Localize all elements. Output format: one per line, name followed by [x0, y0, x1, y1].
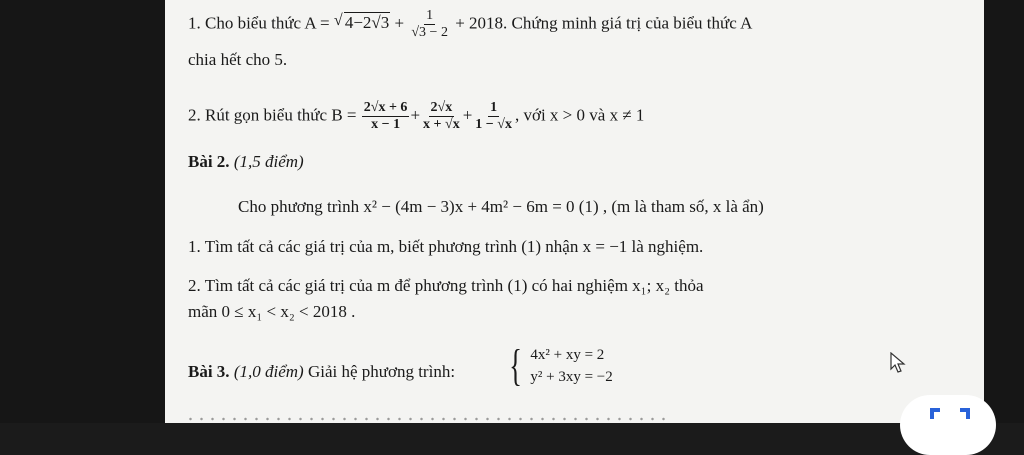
problem-2-lead: 2. Rút gọn biểu thức — [188, 105, 332, 125]
system-equation-2: y² + 3xy = −2 — [530, 369, 613, 385]
problem-2-tail: , với x > 0 và x ≠ 1 — [514, 105, 645, 125]
fraction-1-over-sqrt3-minus-2: $\frac{1}{√3 - 2}$ — [411, 8, 448, 40]
mouse-pointer-icon — [889, 352, 907, 374]
sqrt-expression: √ 4−2√3 — [334, 13, 390, 33]
expr-b-label: B = — [331, 105, 361, 125]
bai-2-question-2-line-2: mãn 0 ≤ x₁ < x₂ < 2018 . — [188, 302, 356, 321]
system-equation-1: 4x² + xy = 2 — [530, 347, 605, 363]
left-frame — [0, 0, 165, 423]
system-of-equations — [505, 341, 613, 390]
expand-screen-button[interactable] — [900, 395, 996, 455]
bai-2-question-2-line-1: 2. Tìm tất cả các giá trị của m để phương trình (1) có hai nghiệm x₁; x₂ thỏa — [188, 276, 704, 295]
right-frame — [984, 0, 1024, 423]
section-bai-2-heading: Bài 2. (1,5 điểm) — [188, 152, 304, 171]
section-bai-3: Bài 3. (1,0 điểm) Giải hệ phương trình: — [188, 362, 456, 381]
bai-2-equation-line: Cho phương trình x² − (4m − 3)x + 4m² − 6m = 0 (1) , (m là tham số, x là ẩn) — [238, 197, 764, 216]
fraction-b-1: $\frac{2√x + 6}{x - 1}$ — [363, 100, 408, 132]
left-brace: { — [509, 341, 522, 390]
equation-1: x² − (4m − 3)x + 4m² − 6m = 0 (1) — [363, 197, 599, 216]
bai-2-question-1: 1. Tìm tất cả các giá trị của m, biết phương trình (1) nhận x = −1 là nghiệm. — [188, 237, 704, 256]
expr-a-label: A = — [304, 13, 334, 33]
expand-screen-icon — [930, 407, 970, 421]
fraction-b-3: $\frac{1}{1 - √x}$ — [475, 100, 512, 132]
problem-2: 2. Rút gọn biểu thức B = $\frac{2√x + 6}{x - 1}$ + $\frac{2√x}{x + √x}$ + $\frac{1}{1 - √x}$ , với x > 0 và x ≠ 1 — [188, 100, 645, 132]
problem-1-line-1: 1. Cho biểu thức A = √ 4−2√3 + $\frac{1}{√3 - 2}$ + 2018. Chứng minh giá trị của biểu thức A — [188, 8, 752, 41]
problem-1-line-2: chia hết cho 5. — [188, 50, 288, 69]
fraction-b-2: $\frac{2√x}{x + √x}$ — [423, 100, 460, 132]
problem-1-tail: + 2018. Chứng minh giá trị của biểu thức A — [455, 13, 753, 33]
faint-text-row — [185, 417, 665, 421]
problem-1-lead: 1. Cho biểu thức — [188, 13, 305, 33]
